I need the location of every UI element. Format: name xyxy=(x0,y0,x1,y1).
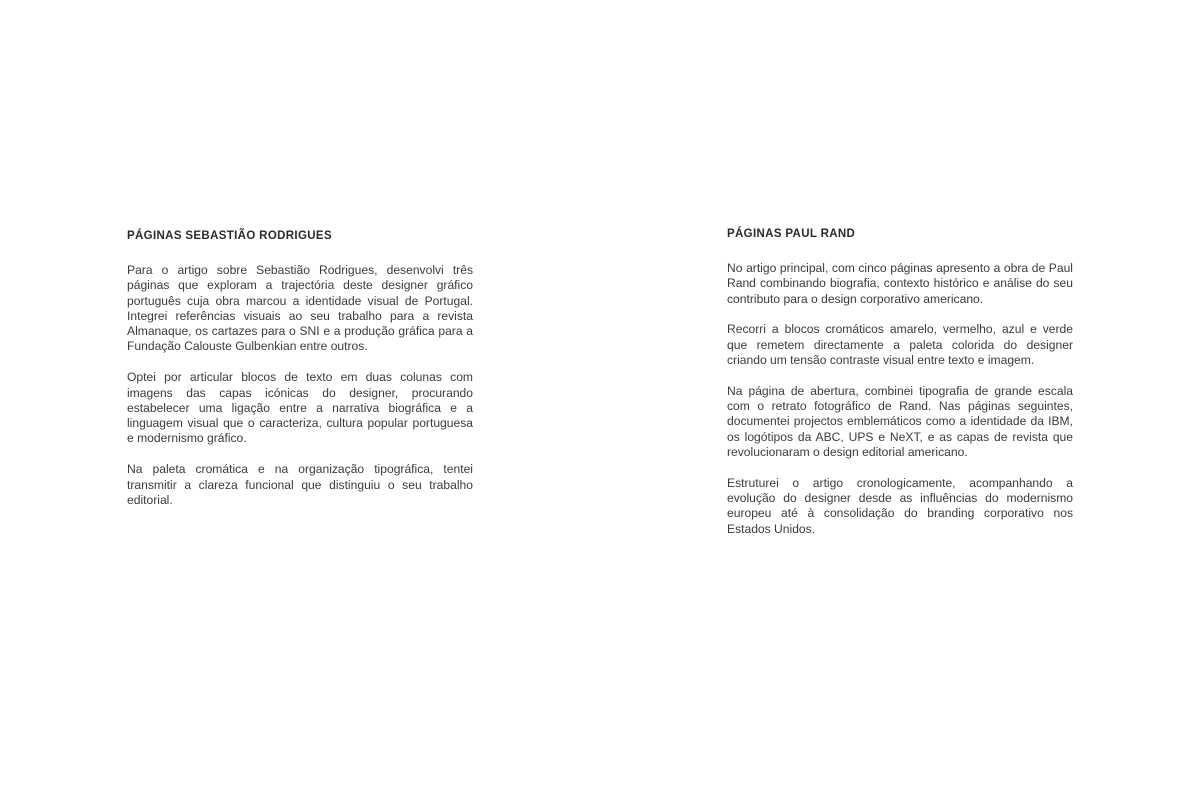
paragraph: Estruturei o artigo cronologicamente, acompanhando a evolução do designer desde as influências do modernismo europeu até à consolidação do branding corporativo nos Estados Unidos. xyxy=(727,475,1073,536)
paragraph: No artigo principal, com cinco páginas apresento a obra de Paul Rand combinando biografia, contexto histórico e análise do seu contributo para o design corporativo americano. xyxy=(727,261,1073,306)
paragraph: Para o artigo sobre Sebastião Rodrigues, desenvolvi três páginas que exploram a trajectória deste designer gráfico português cuja obra marcou a identidade visual de Portugal. Integrei referências visuais ao seu trabalho para a revista Almanaque, os cartazes para o SNI e a produção gráfica para a Fundação Calouste Gulbenkian entre outros. xyxy=(127,263,473,354)
section-heading-sebastiao-rodrigues: PÁGINAS SEBASTIÃO RODRIGUES xyxy=(127,230,332,242)
paragraph: Na página de abertura, combinei tipografia de grande escala com o retrato fotográfico de Rand. Nas páginas seguintes, documentei projectos emblemáticos como a identidade da IBM, os logótipos da ABC, UPS e NeXT, e as capas de revista que revolucionaram o design editorial americano. xyxy=(727,383,1073,459)
paragraph: Recorri a blocos cromáticos amarelo, vermelho, azul e verde que remetem directamente a paleta colorida do designer criando um tensão contraste visual entre texto e imagem. xyxy=(727,322,1073,367)
section-heading-paul-rand: PÁGINAS PAUL RAND xyxy=(727,228,856,240)
column-paul-rand xyxy=(727,227,1073,537)
paragraph: Na paleta cromática e na organização tipográfica, tentei transmitir a clareza funcional que distinguiu o seu trabalho editorial. xyxy=(127,462,473,507)
column-sebastiao-rodrigues xyxy=(127,229,473,508)
paragraph: Optei por articular blocos de texto em duas colunas com imagens das capas icónicas do designer, procurando estabelecer uma ligação entre a narrativa biográfica e a linguagem visual que o caracteriza, cultura popular portuguesa e modernismo gráfico. xyxy=(127,370,473,446)
